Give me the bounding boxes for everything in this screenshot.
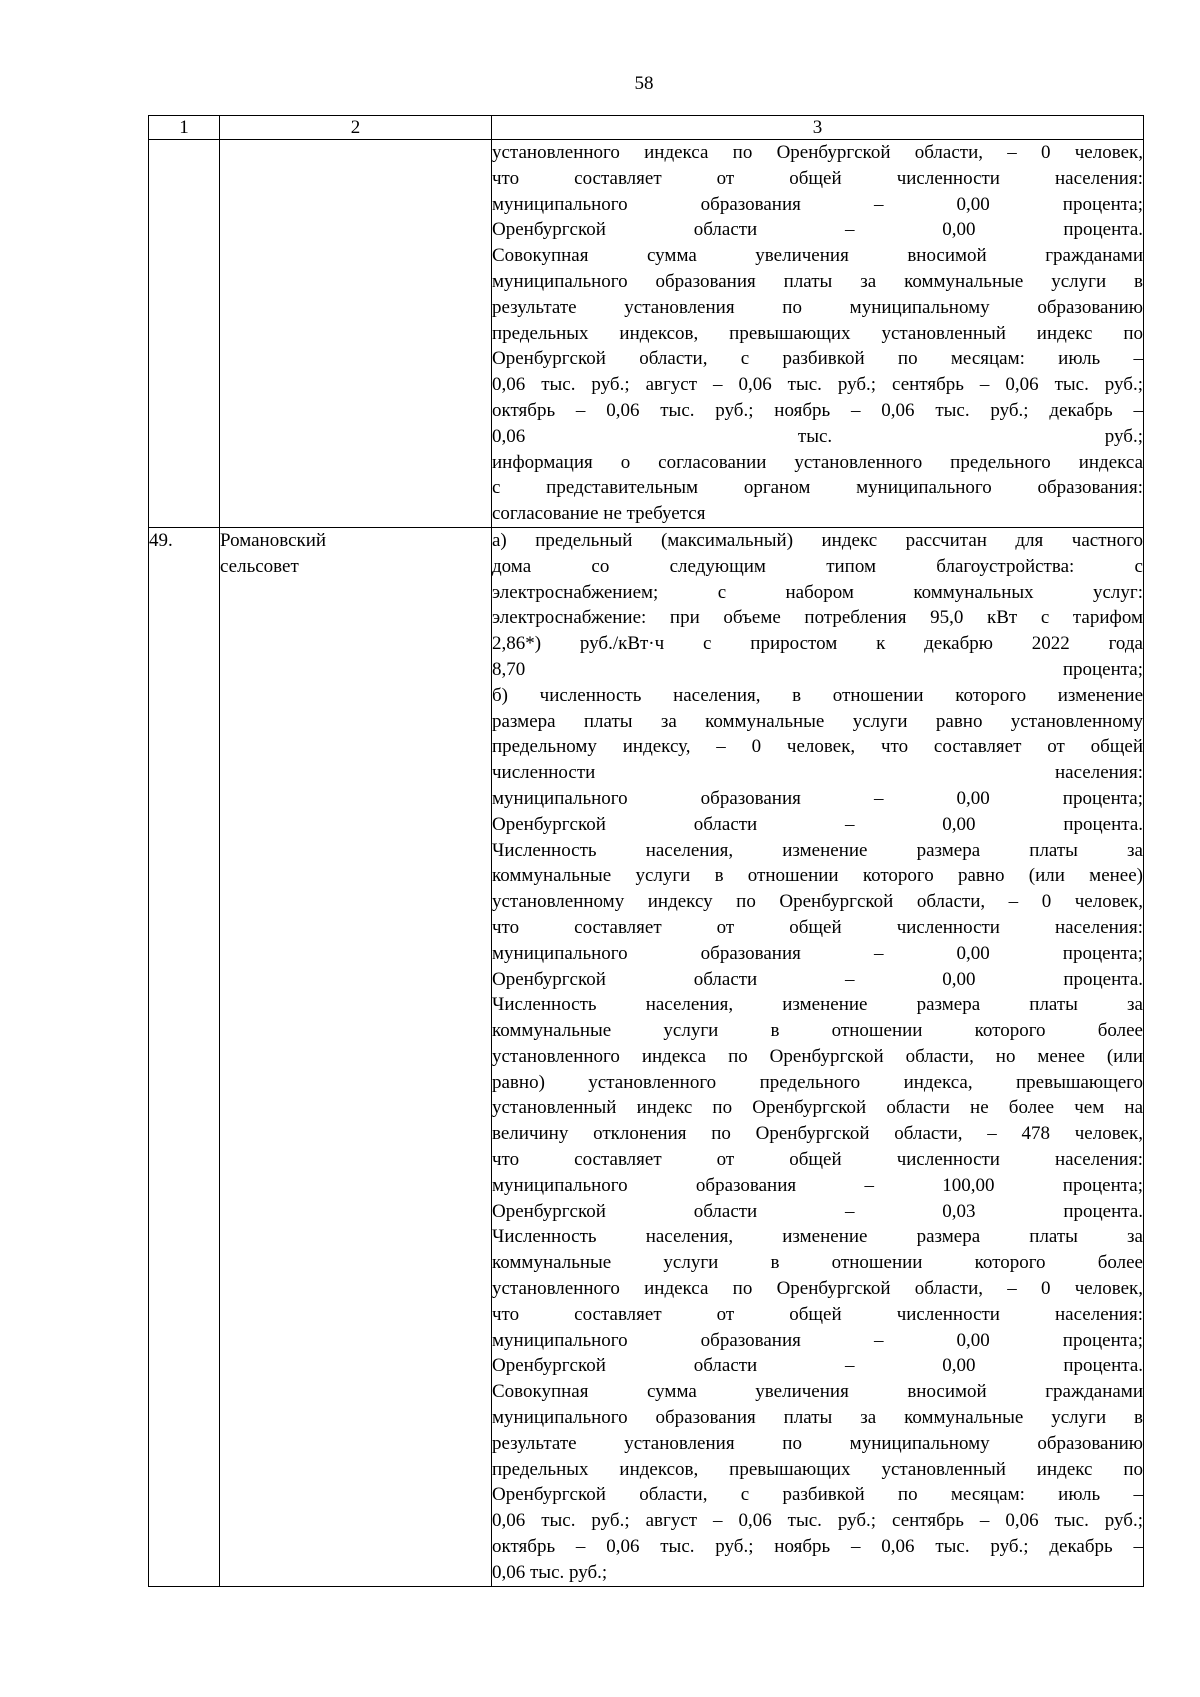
text-line: результате установления по муниципальному образованию bbox=[492, 1432, 1143, 1454]
text-line: равно) установленного предельного индекса, превышающего bbox=[492, 1071, 1143, 1093]
text-line: октябрь – 0,06 тыс. руб.; ноябрь – 0,06 тыс. руб.; декабрь – bbox=[492, 1536, 1143, 1558]
text-line: установленному индексу по Оренбургской области, – 0 человек, bbox=[492, 891, 1143, 913]
text-line: с представительным органом муниципального образования: bbox=[492, 477, 1143, 499]
text-line: согласование не требуется bbox=[492, 503, 706, 525]
municipality-name-line: Романовский bbox=[220, 529, 327, 551]
text-line: муниципального образования – 0,00 процента; bbox=[492, 942, 1143, 964]
page-number: 58 bbox=[634, 73, 654, 94]
text-line: электроснабжением; с набором коммунальных услуг: bbox=[492, 581, 1143, 603]
text-line: что составляет от общей численности населения: bbox=[492, 167, 1143, 189]
row-number-cell bbox=[149, 140, 220, 528]
text-line: что составляет от общей численности населения: bbox=[492, 1303, 1143, 1325]
text-line: предельному индексу, – 0 человек, что составляет от общей bbox=[492, 736, 1143, 758]
text-line: 8,70 процента; bbox=[492, 658, 1143, 680]
text-line: коммунальные услуги в отношении которого более bbox=[492, 1020, 1143, 1042]
text-line: муниципального образования платы за коммунальные услуги в bbox=[492, 1407, 1143, 1429]
text-line: октябрь – 0,06 тыс. руб.; ноябрь – 0,06 тыс. руб.; декабрь – bbox=[492, 399, 1143, 421]
text-line: установленный индекс по Оренбургской области не более чем на bbox=[492, 1097, 1143, 1119]
text-line: 0,06 тыс. руб.; август – 0,06 тыс. руб.; сентябрь – 0,06 тыс. руб.; bbox=[492, 374, 1143, 396]
text-line: муниципального образования – 100,00 процента; bbox=[492, 1174, 1143, 1196]
text-line: Совокупная сумма увеличения вносимой гражданами bbox=[492, 1381, 1143, 1403]
text-line: установленного индекса по Оренбургской области, – 0 человек, bbox=[492, 1278, 1143, 1300]
municipality-name-line: сельсовет bbox=[220, 555, 299, 577]
text-line: а) предельный (максимальный) индекс рассчитан для частного bbox=[492, 529, 1143, 551]
text-line: результате установления по муниципальному образованию bbox=[492, 296, 1143, 318]
text-line: информация о согласовании установленного предельного индекса bbox=[492, 451, 1143, 473]
table-row bbox=[149, 527, 1144, 1586]
text-line: Совокупная сумма увеличения вносимой гражданами bbox=[492, 245, 1143, 267]
text-line: Оренбургской области, с разбивкой по месяцам: июль – bbox=[492, 348, 1143, 370]
text-line: Оренбургской области – 0,03 процента. bbox=[492, 1200, 1143, 1222]
text-line: Численность населения, изменение размера платы за bbox=[492, 839, 1143, 861]
text-line: Оренбургской области – 0,00 процента. bbox=[492, 1355, 1143, 1377]
column-header-1: 1 bbox=[149, 116, 220, 140]
text-line: Численность населения, изменение размера платы за bbox=[492, 1226, 1143, 1248]
text-line: что составляет от общей численности населения: bbox=[492, 916, 1143, 938]
text-line: предельных индексов, превышающих установленный индекс по bbox=[492, 1458, 1143, 1480]
description-cell bbox=[492, 527, 1144, 1586]
text-line: Численность населения, изменение размера платы за bbox=[492, 994, 1143, 1016]
table-row bbox=[149, 140, 1144, 528]
text-line: 0,06 тыс. руб.; bbox=[492, 425, 1143, 447]
row-number-cell: 49. bbox=[149, 527, 220, 1586]
table-header-row bbox=[149, 116, 1144, 140]
text-line: муниципального образования платы за коммунальные услуги в bbox=[492, 270, 1143, 292]
text-line: Оренбургской области – 0,00 процента. bbox=[492, 219, 1143, 241]
column-header-3: 3 bbox=[492, 116, 1144, 140]
text-line: муниципального образования – 0,00 процента; bbox=[492, 193, 1143, 215]
text-line: установленного индекса по Оренбургской области, но менее (или bbox=[492, 1045, 1143, 1067]
text-line: коммунальные услуги в отношении которого более bbox=[492, 1252, 1143, 1274]
text-line: численности населения: bbox=[492, 762, 1143, 784]
text-line: 2,86*) руб./кВт·ч с приростом к декабрю 2022 года bbox=[492, 633, 1143, 655]
text-line: коммунальные услуги в отношении которого равно (или менее) bbox=[492, 865, 1143, 887]
municipality-name-cell bbox=[220, 527, 492, 1586]
column-header-2: 2 bbox=[220, 116, 492, 140]
text-line: 0,06 тыс. руб.; bbox=[492, 1561, 608, 1583]
text-line: предельных индексов, превышающих установленный индекс по bbox=[492, 322, 1143, 344]
text-line: муниципального образования – 0,00 процента; bbox=[492, 1329, 1143, 1351]
text-line: установленного индекса по Оренбургской области, – 0 человек, bbox=[492, 142, 1143, 163]
text-line: размера платы за коммунальные услуги равно установленному bbox=[492, 710, 1143, 732]
text-line: что составляет от общей численности населения: bbox=[492, 1149, 1143, 1171]
document-table bbox=[148, 115, 1144, 1587]
text-line: 0,06 тыс. руб.; август – 0,06 тыс. руб.; сентябрь – 0,06 тыс. руб.; bbox=[492, 1510, 1143, 1532]
text-line: электроснабжение: при объеме потребления 95,0 кВт с тарифом bbox=[492, 607, 1143, 629]
text-line: дома со следующим типом благоустройства: с bbox=[492, 555, 1143, 577]
text-line: муниципального образования – 0,00 процента; bbox=[492, 787, 1143, 809]
description-cell bbox=[492, 140, 1144, 528]
text-line: б) численность населения, в отношении которого изменение bbox=[492, 684, 1143, 706]
text-line: величину отклонения по Оренбургской области, – 478 человек, bbox=[492, 1123, 1143, 1145]
text-line: Оренбургской области, с разбивкой по месяцам: июль – bbox=[492, 1484, 1143, 1506]
text-line: Оренбургской области – 0,00 процента. bbox=[492, 813, 1143, 835]
municipality-name-cell bbox=[220, 140, 492, 528]
text-line: Оренбургской области – 0,00 процента. bbox=[492, 968, 1143, 990]
